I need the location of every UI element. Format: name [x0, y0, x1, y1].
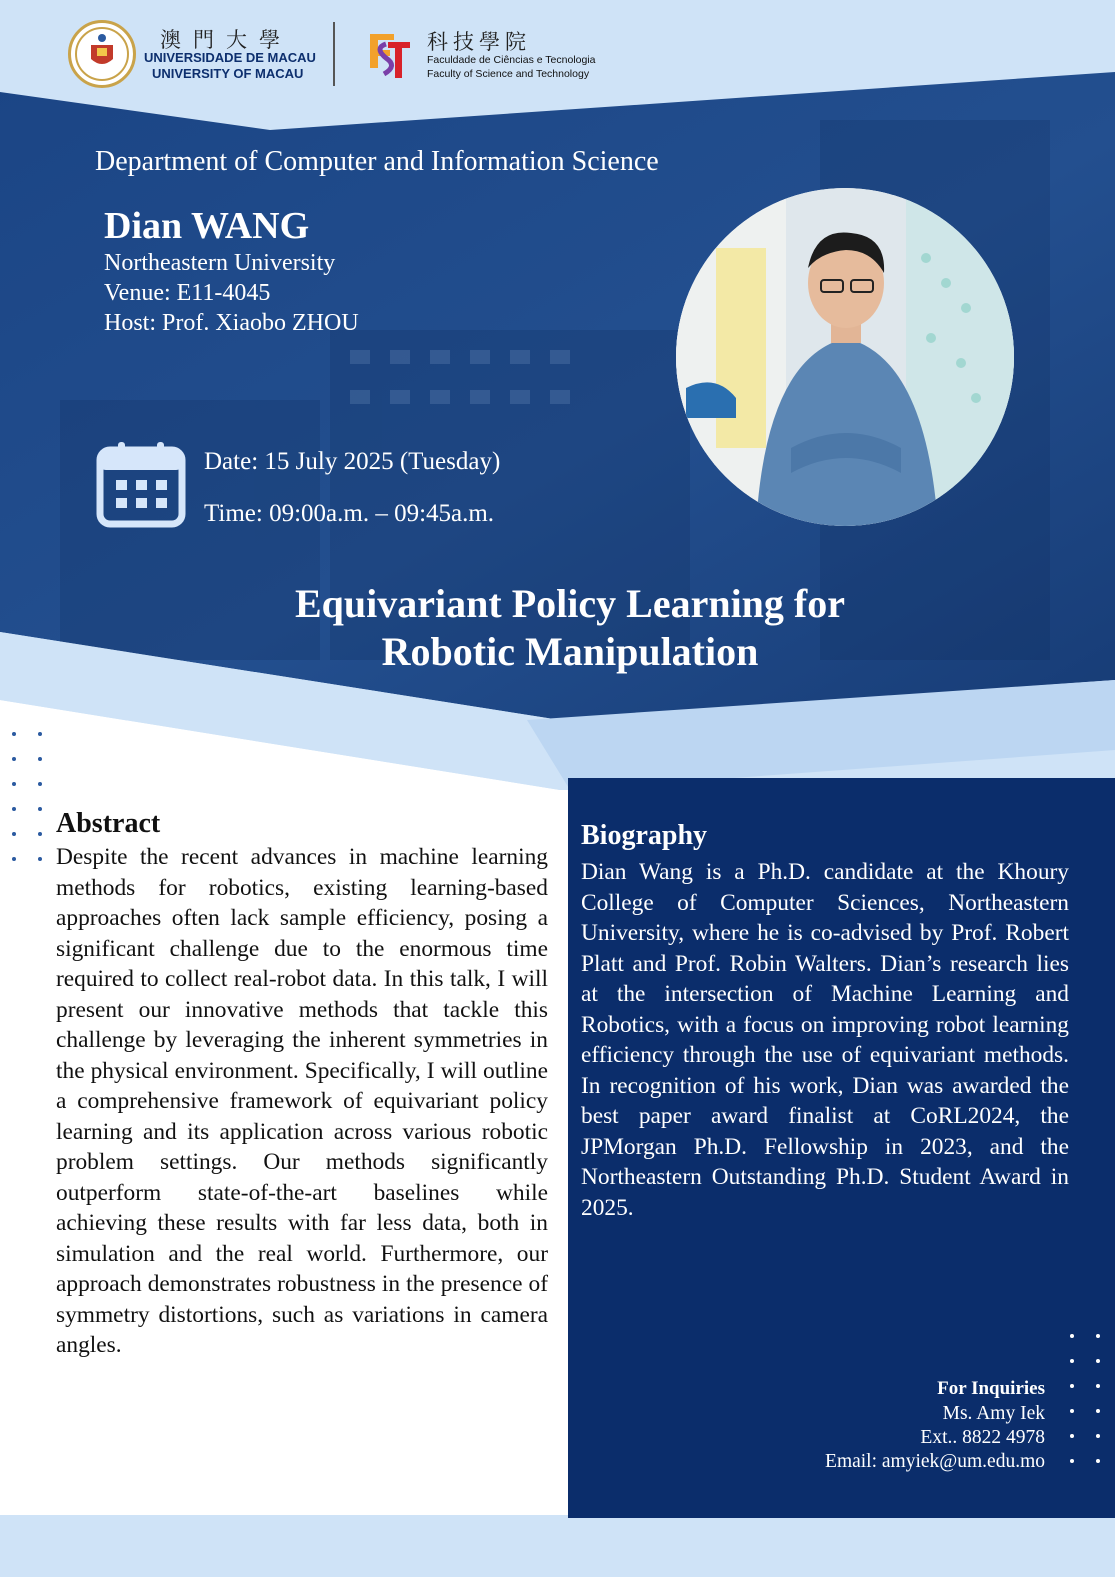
- calendar-icon: [96, 440, 186, 528]
- faculty-name-cn: 科技學院: [427, 30, 531, 54]
- university-name-cn: 澳門大學: [160, 28, 292, 52]
- venue: Venue: E11-4045: [104, 280, 271, 306]
- university-name-pt: UNIVERSIDADE DE MACAU: [144, 50, 316, 65]
- speaker-affiliation: Northeastern University: [104, 250, 336, 276]
- talk-title-line-2: Robotic Manipulation: [381, 629, 759, 674]
- talk-title: [200, 580, 940, 676]
- department-title: Department of Computer and Information Science: [95, 146, 659, 177]
- abstract-text: Despite the recent advances in machine learning methods for robotics, existing learning-based approaches often lack sample efficiency, posing a significant challenge due to the enormous time required to collect real-robot data. In this talk, I will present our innovative methods that tackle this challenge by leveraging the inherent symmetries in the physical environment. Specifically, I will outline a comprehensive framework of equivariant policy learning and its application across various robotic problem settings. Our methods significantly outperform state-of-the-art baselines while achieving these results with far less data, both in simulation and the real world. Furthermore, our approach demonstrates robustness in the presence of symmetry distortions, such as variations in camera angles.: [56, 844, 548, 1358]
- inquiries-heading: For Inquiries: [937, 1378, 1045, 1399]
- logo-divider: [333, 22, 335, 86]
- faculty-name-pt: Faculdade de Ciências e Tecnologia: [427, 54, 596, 66]
- host: Host: Prof. Xiaobo ZHOU: [104, 310, 359, 336]
- biography-text: Dian Wang is a Ph.D. candidate at the Khoury College of Computer Sciences, Northeastern University, where he is co-advised by Prof. Robert Platt and Prof. Robin Walters. Dian’s research lies at the intersection of Machine Learning and Robotics, with a focus on improving robot learning efficiency through the use of equivariant methods. In recognition of his work, Dian was awarded the best paper award finalist at CoRL2024, the JPMorgan Ph.D. Fellowship in 2023, and the Northeastern Outstanding Ph.D. Student Award in 2025.: [581, 859, 1069, 1221]
- talk-title-line-1: Equivariant Policy Learning for: [295, 581, 845, 626]
- university-seal-icon: [68, 20, 136, 88]
- biography-heading: Biography: [581, 820, 708, 851]
- inquiries-contact: Ms. Amy Iek: [942, 1403, 1045, 1424]
- decorative-dots-left: [10, 730, 50, 862]
- fst-logo-icon: [364, 28, 412, 82]
- inquiries-extension: Ext.. 8822 4978: [920, 1427, 1045, 1448]
- talk-date: Date: 15 July 2025 (Tuesday): [204, 448, 501, 475]
- speaker-name: Dian WANG: [104, 205, 310, 247]
- speaker-photo: [676, 188, 1014, 526]
- faculty-name-en: Faculty of Science and Technology: [427, 68, 590, 80]
- talk-time: Time: 09:00a.m. – 09:45a.m.: [204, 500, 495, 527]
- university-name-en: UNIVERSITY OF MACAU: [152, 66, 304, 81]
- decorative-dots-right: [1068, 1332, 1108, 1464]
- abstract-heading: Abstract: [56, 808, 161, 839]
- inquiries-email[interactable]: Email: amyiek@um.edu.mo: [825, 1451, 1045, 1472]
